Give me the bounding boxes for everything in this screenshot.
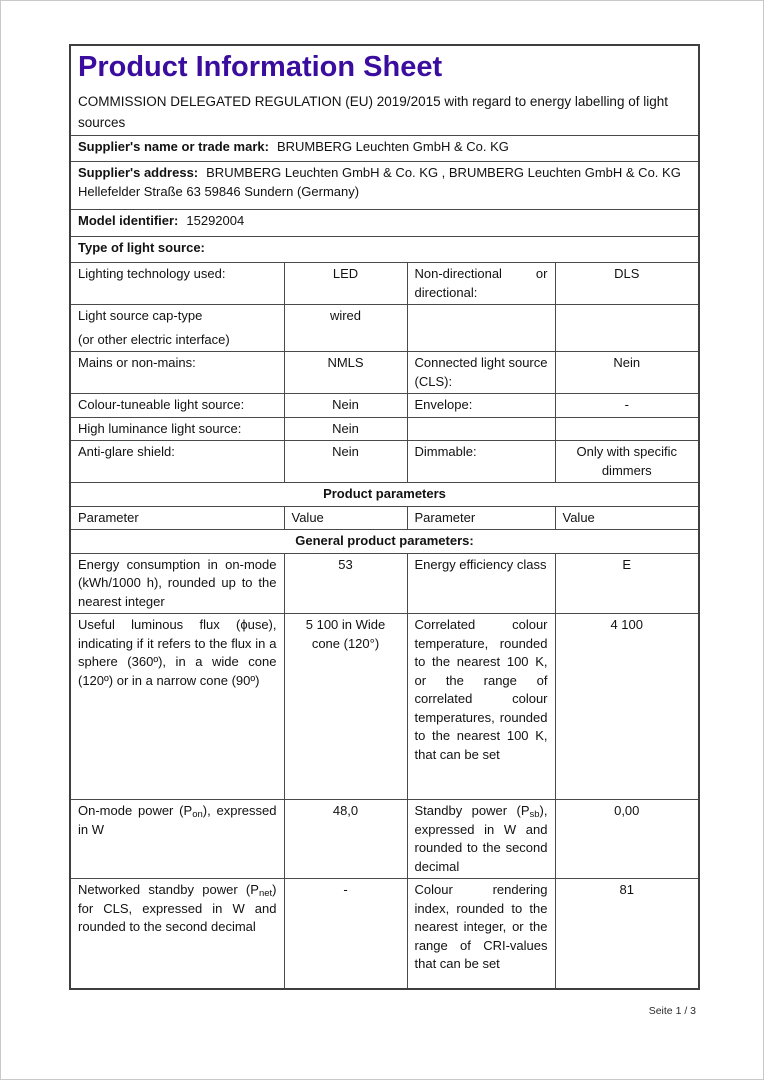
cap-type-label-line2: (or other electric interface): [78, 331, 230, 347]
model-identifier-value: 15292004: [186, 213, 245, 228]
empty-parameter-cell: [407, 305, 555, 352]
header-cell: [70, 45, 699, 136]
on-mode-power-value: 48,0: [284, 800, 407, 879]
empty-parameter-cell: [407, 417, 555, 441]
column-header-parameter-2: Parameter: [407, 506, 555, 530]
standby-power-value: 0,00: [555, 800, 699, 879]
type-of-light-source-row: [70, 237, 699, 263]
high-luminance-value: Nein: [284, 417, 407, 441]
cap-type-value: wired: [284, 305, 407, 352]
energy-efficiency-class-value: E: [555, 553, 699, 614]
column-header-value-1: Value: [284, 506, 407, 530]
directionality-label: Non-directional or directional:: [407, 263, 555, 305]
supplier-address-label: Supplier's address:: [78, 165, 199, 180]
product-information-table: [69, 44, 700, 990]
correlated-colour-temperature-value: 4 100: [555, 614, 699, 800]
useful-luminous-flux-value: 5 100 in Wide cone (120°): [284, 614, 407, 800]
type-of-light-source-heading: Type of light source:: [78, 240, 205, 255]
regulation-subtitle: COMMISSION DELEGATED REGULATION (EU) 2019/2015 with regard to energy labelling of light sources: [78, 94, 668, 130]
colour-rendering-index-value: 81: [555, 879, 699, 990]
connected-light-source-label: Connected light source (CLS):: [407, 352, 555, 394]
table-row: [70, 417, 699, 441]
on-mode-power-label: On-mode power $(P_{on})$, expressed in W: [70, 800, 284, 879]
networked-standby-power-label: Networked standby power $(P_{net})$ for CLS, expressed in W and rounded to the second decimal: [70, 879, 284, 990]
table-row: [70, 553, 699, 614]
mains-value: NMLS: [284, 352, 407, 394]
supplier-name-cell: [70, 136, 699, 162]
general-parameters-heading: General product parameters:: [70, 530, 699, 554]
standby-power-label: Standby power $(P_{sb})$, expressed in W and rounded to the second decimal: [407, 800, 555, 879]
empty-value-cell: [555, 417, 699, 441]
page-number: Seite 1 / 3: [648, 1005, 696, 1017]
supplier-address-row: [70, 162, 699, 210]
energy-consumption-value: 53: [284, 553, 407, 614]
column-header-parameter-1: Parameter: [70, 506, 284, 530]
table-row: [70, 614, 699, 800]
empty-value-cell: [555, 305, 699, 352]
cap-type-label-line1: Light source cap-type: [78, 308, 203, 323]
product-parameters-heading-row: [70, 483, 699, 507]
correlated-colour-temperature-label: Correlated colour temperature, rounded to the nearest 100 K, or the range of correlated colour temperatures, rounded to the nearest 100 K, that can be set: [407, 614, 555, 800]
energy-efficiency-class-label: Energy efficiency class: [407, 553, 555, 614]
colour-rendering-index-label: Colour rendering index, rounded to the nearest integer, or the range of CRI-values that can be set: [407, 879, 555, 990]
supplier-name-row: [70, 136, 699, 162]
product-parameters-heading: Product parameters: [70, 483, 699, 507]
lighting-technology-value: LED: [284, 263, 407, 305]
model-identifier-row: [70, 210, 699, 237]
page-title: Product Information Sheet: [78, 51, 443, 83]
header-row: [70, 45, 699, 136]
energy-consumption-label: Energy consumption in on-mode (kWh/1000 h), rounded up to the nearest integer: [70, 553, 284, 614]
table-row: [70, 263, 699, 305]
supplier-name-label: Supplier's name or trade mark:: [78, 139, 269, 154]
cap-type-label: [70, 305, 284, 352]
general-parameters-heading-row: [70, 530, 699, 554]
model-identifier-cell: [70, 210, 699, 237]
supplier-name-value: BRUMBERG Leuchten GmbH & Co. KG: [276, 139, 509, 154]
column-header-value-2: Value: [555, 506, 699, 530]
colour-tuneable-label: Colour-tuneable light source:: [70, 394, 284, 418]
table-row: [70, 394, 699, 418]
table-row: [70, 441, 699, 483]
useful-luminous-flux-label: Useful luminous flux (ϕuse), indicating if it refers to the flux in a sphere (360º), in a wide cone (120º) or in a narrow cone (90º): [70, 614, 284, 800]
networked-standby-power-value: -: [284, 879, 407, 990]
connected-light-source-value: Nein: [555, 352, 699, 394]
column-header-row: [70, 506, 699, 530]
colour-tuneable-value: Nein: [284, 394, 407, 418]
high-luminance-label: High luminance light source:: [70, 417, 284, 441]
model-identifier-label: Model identifier:: [78, 213, 179, 228]
lighting-technology-label: Lighting technology used:: [70, 263, 284, 305]
envelope-label: Envelope:: [407, 394, 555, 418]
supplier-address-value: BRUMBERG Leuchten GmbH & Co. KG , BRUMBERG Leuchten GmbH & Co. KG Hellefelder Straße 63 59846 Sundern (Germany): [78, 165, 681, 199]
supplier-address-cell: [70, 162, 699, 210]
subscript-on: on: [192, 809, 203, 820]
table-row: [70, 879, 699, 990]
anti-glare-value: Nein: [284, 441, 407, 483]
envelope-value: -: [555, 394, 699, 418]
mains-label: Mains or non-mains:: [70, 352, 284, 394]
subscript-sb: sb: [529, 809, 540, 820]
table-row: [70, 800, 699, 879]
table-row: [70, 352, 699, 394]
subscript-net: net: [258, 888, 273, 899]
anti-glare-label: Anti-glare shield:: [70, 441, 284, 483]
table-row: [70, 305, 699, 352]
directionality-value: DLS: [555, 263, 699, 305]
dimmable-value: Only with specific dimmers: [555, 441, 699, 483]
dimmable-label: Dimmable:: [407, 441, 555, 483]
type-of-light-source-cell: [70, 237, 699, 263]
